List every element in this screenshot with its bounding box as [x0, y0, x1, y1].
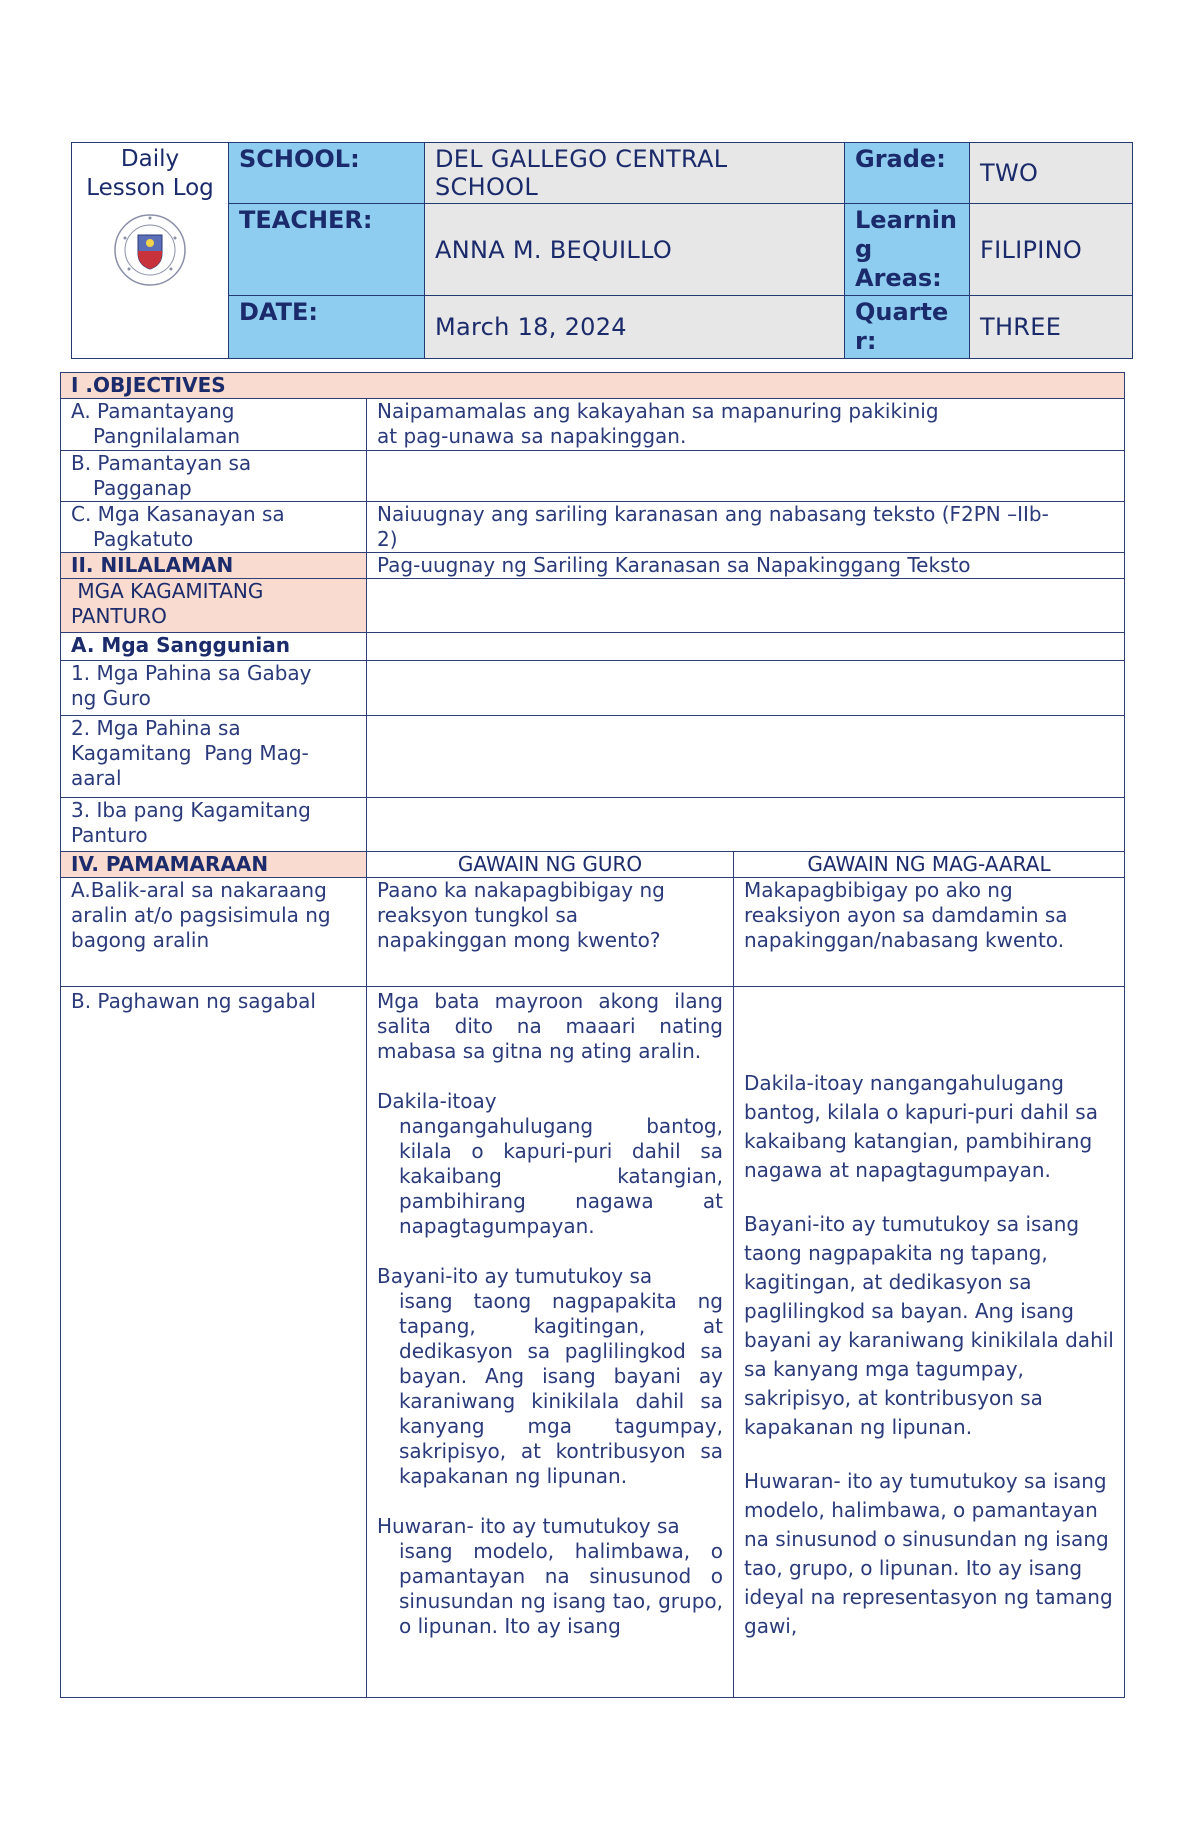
huwaran-definition: isang modelo, halimbawa, o pamantayan na sinusunod o sinusundan ng isang tao, grupo, o lipunan. Ito ay isang — [399, 1539, 723, 1638]
quarter-label: Quarte r: — [845, 296, 970, 359]
log-title: Daily — [120, 146, 180, 172]
performance-standard-value — [367, 451, 1125, 502]
nilalaman-heading: II. NILALAMAN — [61, 553, 367, 579]
pamamaraan-heading: IV. PAMAMARAAN — [61, 852, 367, 878]
sanggunian-value — [367, 633, 1125, 661]
lesson-table — [60, 372, 1125, 1698]
balik-aral-label: A.Balik-aral sa nakaraang aralin at/o pagsisimula ng bagong aralin — [61, 878, 367, 987]
kagamitan-value — [367, 579, 1125, 633]
kagamitang-magaaral-value — [367, 716, 1125, 798]
balik-aral-magaaral: Makapagbibigay po ako ng reaksiyon ayon sa damdamin sa napakinggan/nabasang kwento. — [734, 878, 1125, 987]
bayani-student: Bayani-ito ay tumutukoy sa isang taong nagpapakita ng tapang, kagitingan, at dedikasyon sa paglilingkod sa bayan. Ang isang bayani ay karaniwang kinikilala dahil sa kanyang mga tagumpay, sakripisyo, at kontribusyon sa kapakanan ng lipunan. — [744, 1212, 1114, 1439]
header-table — [71, 142, 1133, 359]
gawain-magaaral-header: GAWAIN NG MAG-AARAL — [734, 852, 1125, 878]
logo-cell — [72, 143, 229, 359]
dakila-term: Dakila-itoay — [377, 1089, 497, 1113]
grade-label: Grade: — [845, 143, 970, 204]
gabay-guro-label: 1. Mga Pahina sa Gabay ng Guro — [61, 661, 367, 716]
performance-standard-label: B. Pamantayan sa Pagganap — [61, 451, 367, 502]
learning-competency-value: Naiuugnay ang sariling karanasan ang nabasang teksto (F2PN –IIb- 2) — [367, 502, 1125, 553]
grade-value: TWO — [970, 143, 1133, 204]
balik-aral-guro: Paano ka nakapagbibigay ng reaksyon tungkol sa napakinggan mong kwento? — [367, 878, 734, 987]
nilalaman-value: Pag-uugnay ng Sariling Karanasan sa Napakinggang Teksto — [367, 553, 1125, 579]
log-subtitle: Lesson Log — [86, 175, 214, 201]
sanggunian-label: A. Mga Sanggunian — [61, 633, 367, 661]
iba-pang-kagamitan-value — [367, 798, 1125, 852]
gawain-guro-header: GAWAIN NG GURO — [367, 852, 734, 878]
bayani-term: Bayani-ito ay tumutukoy sa — [377, 1264, 653, 1288]
dakila-definition: nangangahulugang bantog, kilala o kapuri-puri dahil sa kakaibang katangian, pambihirang nagawa at napagtagumpayan. — [399, 1114, 723, 1238]
dakila-student: Dakila-itoay nangangahulugang bantog, kilala o kapuri-puri dahil sa kakaibang katangian, pambihirang nagawa at napagtagumpayan. — [744, 1071, 1098, 1182]
paghawan-guro — [367, 987, 734, 1698]
date-value: March 18, 2024 — [425, 296, 845, 359]
kagamitan-heading: MGA KAGAMITANG PANTURO — [61, 579, 367, 633]
quarter-value: THREE — [970, 296, 1133, 359]
bayani-definition: isang taong nagpapakita ng tapang, kagitingan, at dedikasyon sa paglilingkod sa bayan. Ang isang bayani ay karaniwang kinikilala dahil sa kanyang mga tagumpay, sakripisyo, at kontribusyon sa kapakanan ng lipunan. — [399, 1289, 723, 1488]
huwaran-term: Huwaran- ito ay tumutukoy sa — [377, 1514, 680, 1538]
teacher-value: ANNA M. BEQUILLO — [425, 204, 845, 296]
content-standard-value: Naipamamalas ang kakayahan sa mapanuring pakikinig at pag-unawa sa napakinggan. — [367, 399, 1125, 451]
date-label: DATE: — [229, 296, 425, 359]
objectives-heading: I .OBJECTIVES — [61, 373, 1125, 399]
gabay-guro-value — [367, 661, 1125, 716]
content-standard-label: A. Pamantayang Pangnilalaman — [61, 399, 367, 451]
learning-area-label: Learnin g Areas: — [845, 204, 970, 296]
paghawan-intro: Mga bata mayroon akong ilang salita dito na maaari nating mabasa sa gitna ng ating aralin. — [377, 989, 723, 1063]
paghawan-label: B. Paghawan ng sagabal — [61, 987, 367, 1698]
iba-pang-kagamitan-label: 3. Iba pang Kagamitang Panturo — [61, 798, 367, 852]
school-value: DEL GALLEGO CENTRAL SCHOOL — [425, 143, 845, 204]
learning-competency-label: C. Mga Kasanayan sa Pagkatuto — [61, 502, 367, 553]
deped-seal-icon — [113, 213, 187, 287]
teacher-label: TEACHER: — [229, 204, 425, 296]
learning-area-value: FILIPINO — [970, 204, 1133, 296]
huwaran-student: Huwaran- ito ay tumutukoy sa isang modelo, halimbawa, o pamantayan na sinusunod o sinusundan ng isang tao, grupo, o lipunan. Ito ay isang ideyal na representasyon ng tamang gawi, — [744, 1469, 1113, 1638]
paghawan-magaaral — [734, 987, 1125, 1698]
school-label: SCHOOL: — [229, 143, 425, 204]
kagamitang-magaaral-label: 2. Mga Pahina sa Kagamitang Pang Mag- aaral — [61, 716, 367, 798]
